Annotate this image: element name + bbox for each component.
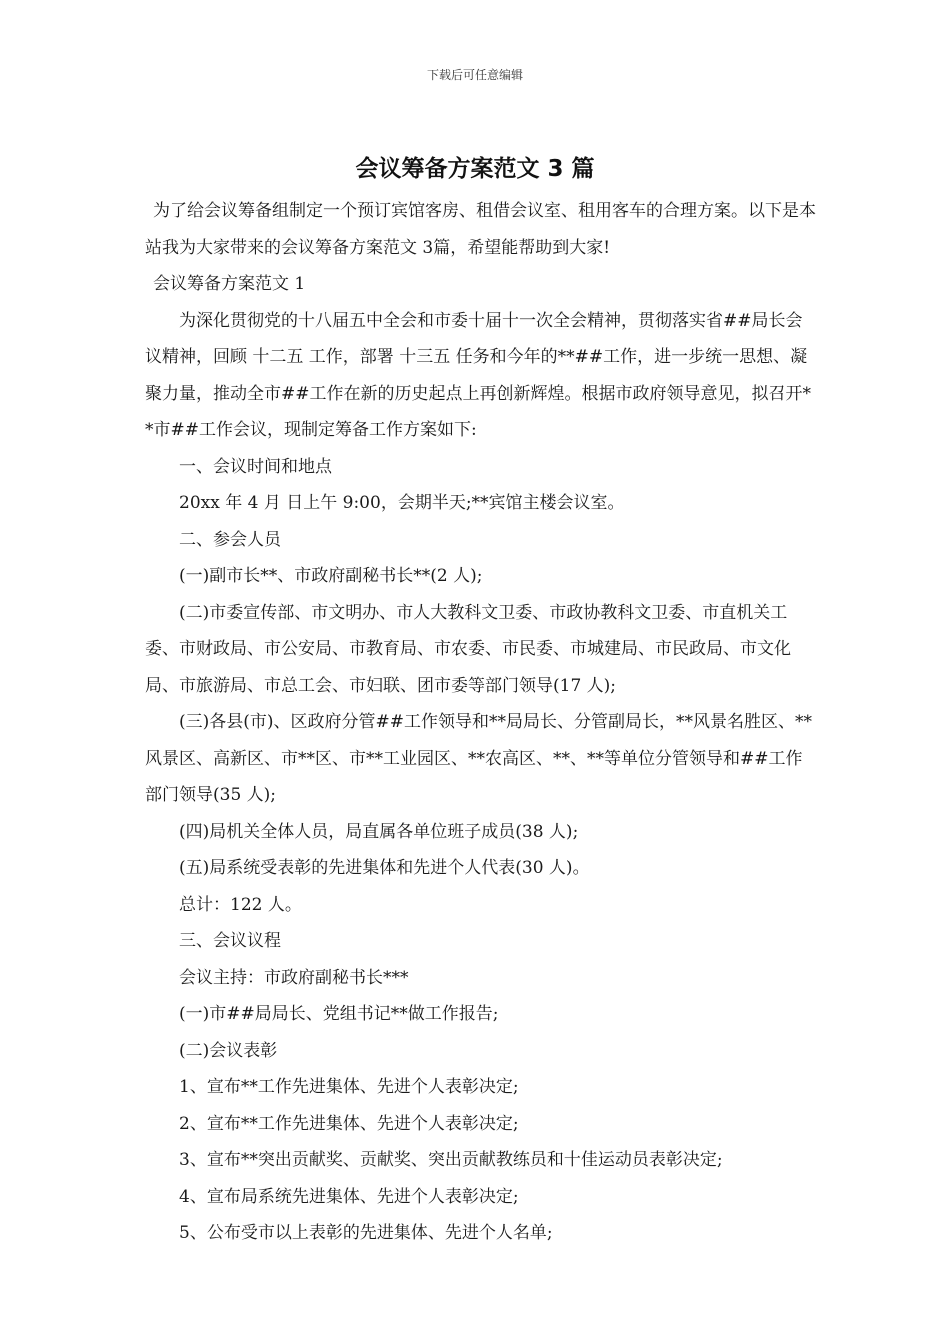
attendee-item-5: (五)局系统受表彰的先进集体和先进个人代表(30 人)。 (179, 858, 590, 878)
intro-paragraph: 为了给会议筹备组制定一个预订宾馆客房、租借会议室、租用客车的合理方案。以下是本站我为大家带来的会议筹备方案范文 3篇，希望能帮助到大家! (145, 201, 816, 258)
commendation-item-2: 2、宣布**工作先进集体、先进个人表彰决定; (179, 1113, 519, 1134)
section-subtitle: 会议筹备方案范文 1 (153, 274, 306, 294)
attendee-item-1: (一)副市长**、市政府副秘书长**(2 人); (179, 566, 483, 586)
paragraph-time-place: 20xx 年 4 月 日上午 9:00，会期半天;**宾馆主楼会议室。 (179, 493, 625, 513)
paragraph-purpose: 为深化贯彻党的十八届五中全会和市委十届十一次全会精神，贯彻落实省##局长会议精神，回顾 十二五 工作，部署 十三五 任务和今年的**##工作，进一步统一思想、凝聚力量，推动全市##工作在新的历史起点上再创新辉煌。根据市政府领导意见，拟召开**市##工作会议，现制定筹备工作方案如下: (145, 310, 811, 440)
attendee-item-3: (三)各县(市)、区政府分管##工作领导和**局局长、分管副局长，**风景名胜区、**风景区、高新区、市**区、市**工业园区、**农高区、**、**等单位分管领导和##工作部门领导(35 人); (145, 712, 813, 805)
attendee-item-2: (二)市委宣传部、市文明办、市人大教科文卫委、市政协教科文卫委、市直机关工委、市财政局、市公安局、市教育局、市农委、市民委、市城建局、市民政局、市文化局、市旅游局、市总工会、市妇联、团市委等部门领导(17 人); (145, 602, 791, 696)
commendation-item-1: 1、宣布**工作先进集体、先进个人表彰决定; (179, 1077, 519, 1097)
header-note: 下载后可任意编辑 (426, 68, 523, 82)
heading-agenda: 三、会议议程 (179, 931, 281, 951)
heading-time-place: 一、会议时间和地点 (179, 456, 332, 477)
attendee-item-4: (四)局机关全体人员，局直属各单位班子成员(38 人); (179, 821, 579, 842)
agenda-item-1: (一)市##局局长、党组书记**做工作报告; (179, 1004, 499, 1024)
document-title: 会议筹备方案范文 3 篇 (355, 156, 595, 182)
attendee-total: 总计：122 人。 (179, 894, 302, 915)
document-body (145, 193, 817, 1252)
agenda-item-2: (二)会议表彰 (179, 1040, 278, 1061)
agenda-host: 会议主持：市政府副秘书长*** (179, 967, 409, 988)
commendation-item-5: 5、公布受市以上表彰的先进集体、先进个人名单; (179, 1223, 553, 1243)
heading-attendees: 二、参会人员 (179, 529, 281, 550)
commendation-item-3: 3、宣布**突出贡献奖、贡献奖、突出贡献教练员和十佳运动员表彰决定; (179, 1150, 723, 1170)
commendation-item-4: 4、宣布局系统先进集体、先进个人表彰决定; (179, 1186, 519, 1207)
